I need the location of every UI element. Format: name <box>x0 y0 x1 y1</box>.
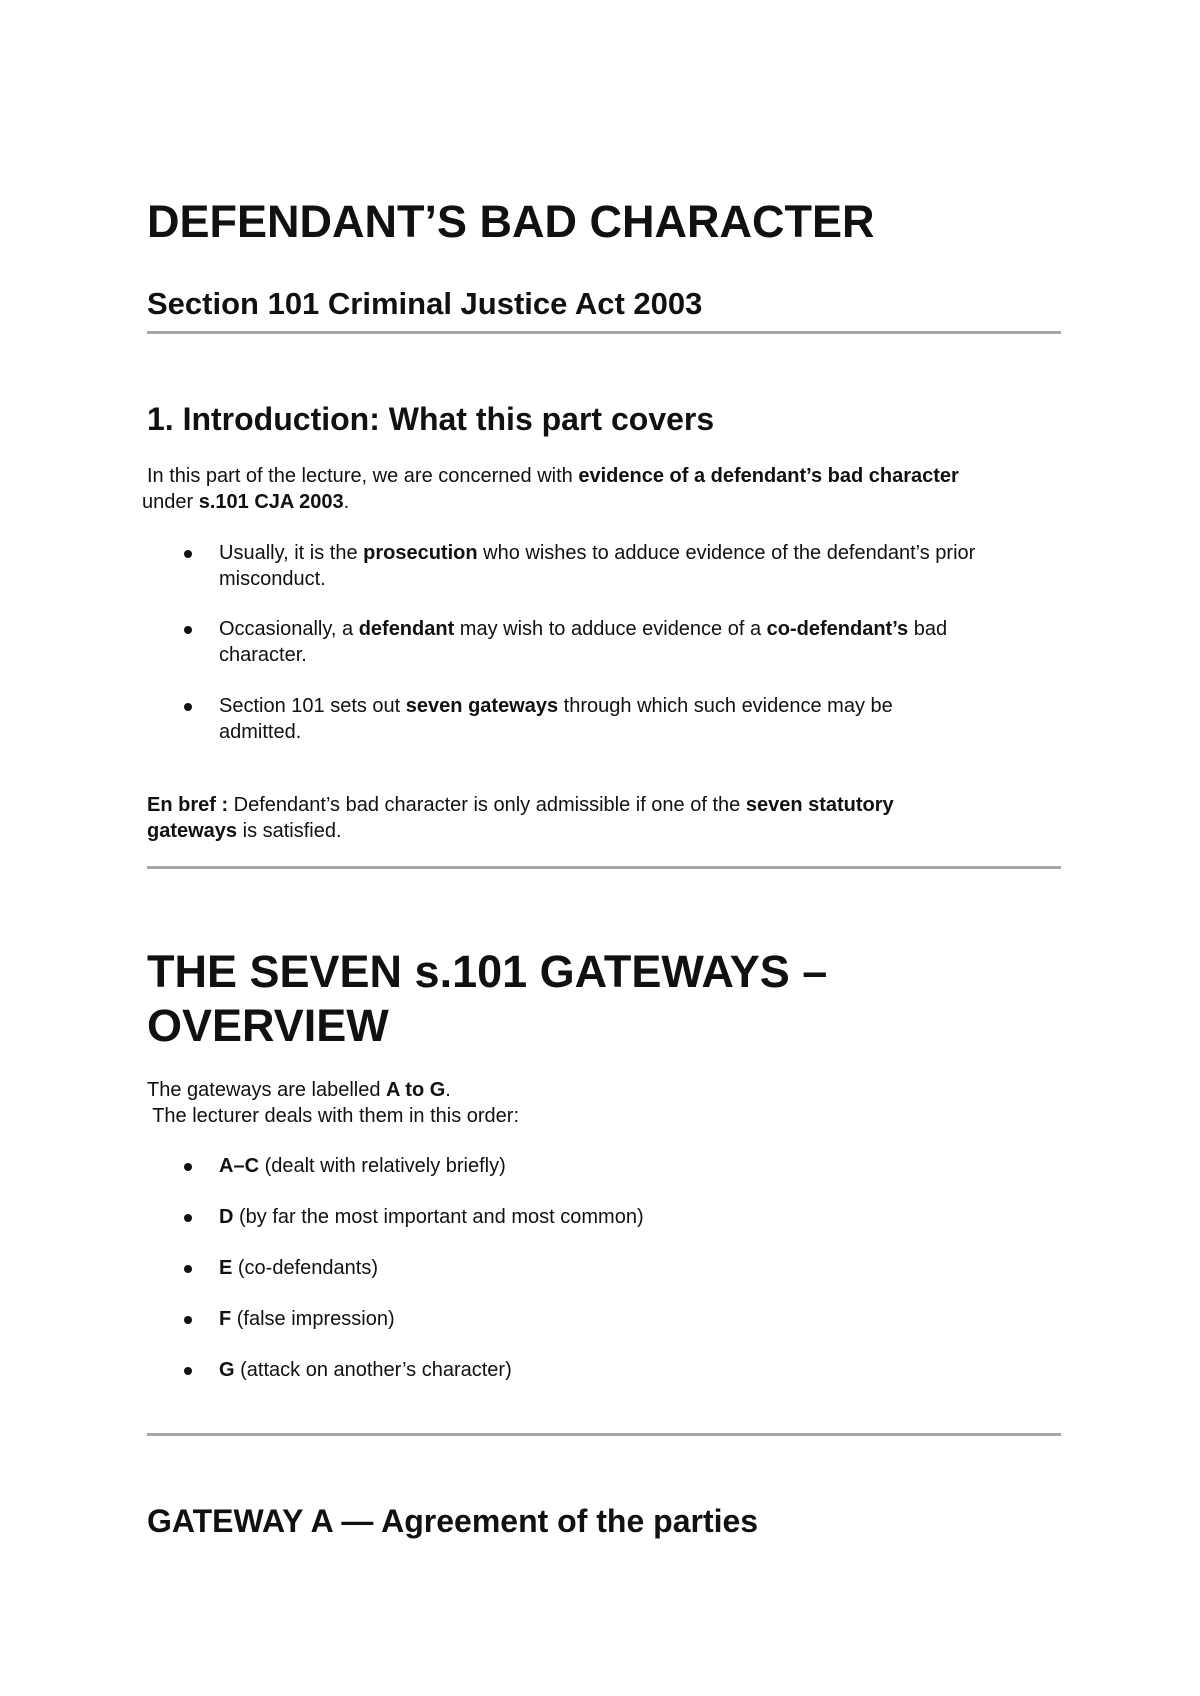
list-item-text: E (co-defendants) <box>219 1257 378 1279</box>
overview-heading <box>147 945 1061 1053</box>
intro-text: under <box>142 491 199 513</box>
bullet-icon <box>184 1316 192 1324</box>
bullet-icon <box>184 626 192 634</box>
section-divider <box>147 331 1061 334</box>
list-item-text: A–C (dealt with relatively briefly) <box>219 1155 506 1177</box>
bullet-icon <box>184 1367 192 1375</box>
bullet-icon <box>184 550 192 558</box>
bullet-icon <box>184 1163 192 1171</box>
overview-heading-line: OVERVIEW <box>147 1000 389 1051</box>
list-item-text: Usually, it is the prosecution who wishes to adduce evidence of the defendant’s prior misconduct. <box>219 542 976 590</box>
intro-bold: s.101 CJA 2003 <box>198 491 344 513</box>
section-divider <box>147 866 1061 869</box>
intro-text: . <box>343 491 350 513</box>
bullet-icon <box>184 703 192 711</box>
list-item-text: Section 101 sets out seven gateways through which such evidence may be admitted. <box>219 695 893 743</box>
list-item-text: G (attack on another’s character) <box>219 1359 512 1381</box>
intro-text: In this part of the lecture, we are concerned with <box>147 465 579 487</box>
list-item-text: F (false impression) <box>219 1308 395 1330</box>
intro-paragraph <box>142 463 1061 515</box>
overview-paragraph: The gateways are labelled A to G. The lecturer deals with them in this order: <box>147 1079 520 1127</box>
bullet-icon <box>184 1214 192 1222</box>
document-subtitle: Section 101 Criminal Justice Act 2003 <box>147 286 703 321</box>
list-item-text: D (by far the most important and most common) <box>219 1206 644 1228</box>
list-item-text: Occasionally, a defendant may wish to adduce evidence of a co-defendant’s bad character. <box>219 618 948 666</box>
en-bref-label: En bref : <box>147 794 229 816</box>
gateway-a-heading: GATEWAY A — Agreement of the parties <box>147 1503 759 1539</box>
overview-heading-line: THE SEVEN s.101 GATEWAYS – <box>147 946 828 997</box>
intro-bold: evidence of a defendant’s bad character <box>578 465 959 487</box>
en-bref-summary: En bref : Defendant’s bad character is only admissible if one of the seven statutory gateways is satisfied. <box>147 794 894 842</box>
intro-heading: 1. Introduction: What this part covers <box>147 401 715 437</box>
document-title: DEFENDANT’S BAD CHARACTER <box>147 196 875 247</box>
bullet-icon <box>184 1265 192 1273</box>
section-divider <box>147 1433 1061 1436</box>
